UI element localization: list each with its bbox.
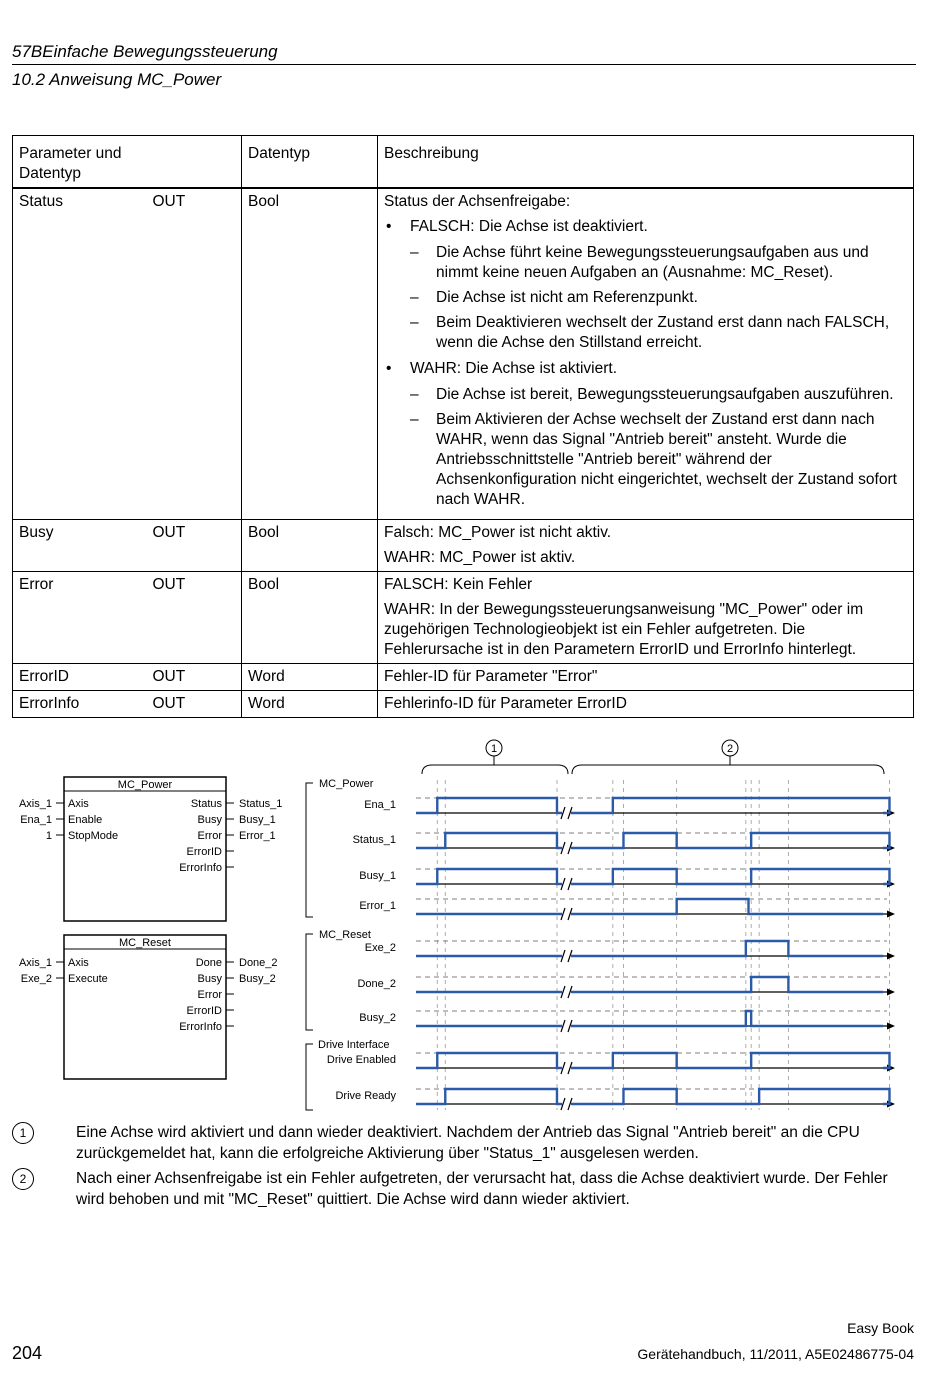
pin-out: Status <box>190 798 222 810</box>
pin-ext: Axis_1 <box>18 798 52 810</box>
pin-in: StopMode <box>68 830 119 842</box>
param-decl: OUT <box>147 572 242 664</box>
section-header: 10.2 Anweisung MC_Power <box>12 70 222 89</box>
page-number: 204 <box>12 1343 43 1363</box>
param-decl: OUT <box>147 188 242 520</box>
desc-line: FALSCH: Kein Fehler <box>384 576 533 593</box>
footer-book: Easy Book <box>847 1320 914 1336</box>
pin-ext: Busy_2 <box>239 973 276 985</box>
header-description: Beschreibung <box>378 136 914 189</box>
pin-out: Busy <box>197 814 222 826</box>
param-type: Bool <box>242 572 378 664</box>
param-description: Fehler-ID für Parameter "Error" <box>378 664 914 691</box>
mc-power-title: MC_Power <box>117 779 173 791</box>
svg-text:2: 2 <box>726 743 734 755</box>
param-decl: OUT <box>147 520 242 572</box>
param-type: Word <box>242 664 378 691</box>
desc-line: WAHR: In der Bewegungssteuerungsanweisung "MC_Power" oder im zugehörigen Technologieobjekt ist ein Fehler aufgetreten. Die Fehlerursache ist in den Parametern ErrorID und ErrorInfo hinterlegt. <box>384 601 864 658</box>
signal-label: Status_1 <box>352 834 396 846</box>
status-false-head: FALSCH: Die Achse ist deaktiviert. <box>410 218 648 235</box>
pin-out: Busy <box>197 973 222 985</box>
group-label-mc-reset: MC_Reset <box>319 929 371 941</box>
pin-ext: Busy_1 <box>239 814 276 826</box>
pin-ext: Done_2 <box>239 957 278 969</box>
signal-waveform <box>416 941 883 956</box>
signal-waveform <box>416 899 883 914</box>
desc-line: WAHR: MC_Power ist aktiv. <box>384 549 576 566</box>
param-name: Error <box>13 572 147 664</box>
pin-ext: Status_1 <box>239 798 283 810</box>
header-param: Parameter und Datentyp <box>13 136 147 189</box>
signal-waveform <box>416 833 889 848</box>
footnote-text: Nach einer Achsenfreigabe ist ein Fehler aufgetreten, der verursacht hat, dass die Achse deaktiviert wurde. Der Fehler wird behoben und mit "MC_Reset" quittiert. Die Achse wird dann wieder aktiviert. <box>76 1170 888 1208</box>
pin-out: ErrorInfo <box>179 862 222 874</box>
mc-reset-title: MC_Reset <box>119 937 171 949</box>
footnote-text: Eine Achse wird aktiviert und dann wieder deaktiviert. Nachdem der Antrieb das Signal "Antrieb bereit" an die CPU zurückgemeldet hat, kann die erfolgreiche Aktivierung über "Status_1" ausgelesen werden. <box>76 1124 860 1162</box>
table-row <box>13 572 914 664</box>
parameter-table <box>12 135 914 718</box>
param-name: Busy <box>13 520 147 572</box>
signal-label: Ena_1 <box>364 799 396 811</box>
svg-text:1: 1 <box>490 743 498 755</box>
signal-label: Error_1 <box>359 900 396 912</box>
signal-label: Done_2 <box>357 978 396 990</box>
signal-waveform <box>416 1089 889 1104</box>
time-arrow <box>887 911 895 918</box>
pin-in: Axis <box>68 957 89 969</box>
mc-power-block <box>19 777 282 921</box>
footer-reference: Gerätehandbuch, 11/2011, A5E02486775-04 <box>637 1346 914 1362</box>
pin-out: ErrorID <box>186 846 222 858</box>
list-item: Beim Aktivieren der Achse wechselt der Zustand erst dann nach WAHR, wenn das Signal "Antrieb bereit" ansteht. Wurde die Antriebsschnittstelle "Antrieb bereit" während der Achsenkonfiguration nicht eingerichtet, wechselt der Zustand sofort nach WAHR. <box>436 411 897 508</box>
signal-label: Drive Ready <box>335 1090 396 1102</box>
list-item: Die Achse ist nicht am Referenzpunkt. <box>436 289 698 306</box>
table-row <box>13 188 914 520</box>
list-item: Beim Deaktivieren wechselt der Zustand erst dann nach FALSCH, wenn die Achse den Stillstand erreicht. <box>436 314 890 351</box>
signal-waveform <box>416 798 889 813</box>
list-item: Die Achse führt keine Bewegungssteuerungsaufgaben aus und nimmt keine neuen Aufgaben an (Ausnahme: MC_Reset). <box>436 244 869 281</box>
table-header-row <box>13 136 914 189</box>
pin-ext: Exe_2 <box>20 973 52 985</box>
pin-ext: Ena_1 <box>20 814 52 826</box>
footnote-marker: 2 <box>12 1168 34 1190</box>
pin-out: Error <box>197 830 222 842</box>
param-description: Fehlerinfo-ID für Parameter ErrorID <box>378 691 914 718</box>
mc-reset-block <box>19 935 278 1079</box>
pin-ext: Axis_1 <box>18 957 52 969</box>
signal-waveform <box>416 1053 889 1068</box>
param-name: ErrorInfo <box>13 691 147 718</box>
timing-traces <box>327 780 895 1111</box>
status-intro: Status der Achsenfreigabe: <box>384 193 571 210</box>
desc-line: Falsch: MC_Power ist nicht aktiv. <box>384 524 612 541</box>
header-datatype: Datentyp <box>242 136 378 189</box>
time-arrow <box>887 989 895 996</box>
pin-in: Execute <box>68 973 108 985</box>
timing-diagram <box>0 730 950 1115</box>
pin-in: Axis <box>68 798 89 810</box>
time-arrow <box>887 1023 895 1030</box>
pin-in: Enable <box>68 814 103 826</box>
pin-out: Done <box>195 957 222 969</box>
status-true-head: WAHR: Die Achse ist aktiviert. <box>410 360 618 377</box>
pin-out: ErrorID <box>186 1005 222 1017</box>
param-description: Status der Achsenfreigabe: • FALSCH: Die Achse ist deaktiviert. – Die Achse führt keine Bewegungssteuerungsaufgaben aus und nimmt keine neuen Aufgaben an (Ausnahme: MC_Reset). – Die Achse ist nicht am Referenzpunkt. – Beim Deaktivieren wechselt der Zustand erst dann nach FALSCH, wenn die Achse den Stillstand erreicht. • WAHR: Die Achse ist aktiviert. – Die Achse ist bereit, Bewegungssteuerungsaufgaben auszuführen. – Beim Aktivieren der Achse wechselt der Zustand erst dann nach WAHR, wenn das Signal "Antrieb bereit" ansteht. Wurde die Antriebsschnittstelle "Antrieb bereit" während der Achsenkonfiguration nicht eingerichtet, wechselt der Zustand sofort nach WAHR. <box>378 188 914 520</box>
param-type: Word <box>242 691 378 718</box>
param-type: Bool <box>242 520 378 572</box>
footnote-marker: 1 <box>12 1122 34 1144</box>
signal-waveform <box>416 1011 883 1026</box>
chapter-header: 57BEinfache Bewegungssteuerung <box>12 42 278 61</box>
list-item: Die Achse ist bereit, Bewegungssteuerungsaufgaben auszuführen. <box>436 386 894 403</box>
group-brackets <box>306 783 313 1110</box>
time-arrow <box>887 953 895 960</box>
table-row <box>13 664 914 691</box>
pin-ext: 1 <box>45 830 52 842</box>
table-row <box>13 520 914 572</box>
pin-ext: Error_1 <box>239 830 276 842</box>
pin-out: ErrorInfo <box>179 1021 222 1033</box>
param-description <box>378 520 914 572</box>
param-decl: OUT <box>147 664 242 691</box>
pin-out: Error <box>197 989 222 1001</box>
signal-label: Busy_1 <box>359 870 396 882</box>
signal-label: Exe_2 <box>364 942 396 954</box>
param-description <box>378 572 914 664</box>
param-name: ErrorID <box>13 664 147 691</box>
group-label-drive-interface: Drive Interface <box>318 1039 390 1051</box>
signal-label: Drive Enabled <box>326 1054 396 1066</box>
group-label-mc-power: MC_Power <box>319 778 374 790</box>
header-rule <box>12 64 916 65</box>
signal-waveform <box>416 977 883 992</box>
param-name: Status <box>13 188 147 520</box>
signal-label: Busy_2 <box>359 1012 396 1024</box>
signal-waveform <box>416 869 889 884</box>
callout-1 <box>422 740 568 774</box>
param-type: Bool <box>242 188 378 520</box>
callout-2 <box>572 740 884 774</box>
param-decl: OUT <box>147 691 242 718</box>
table-row <box>13 691 914 718</box>
